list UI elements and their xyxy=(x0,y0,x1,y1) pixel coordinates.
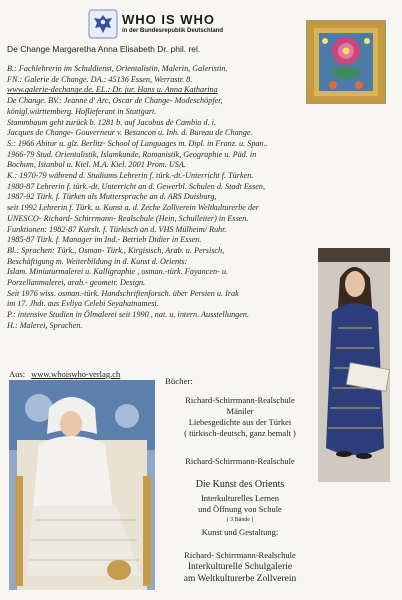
book-subtitle: Interkulturelles Lernen xyxy=(200,493,280,503)
bio-line: 1985-87 Türk. f. Manager im Ind.- Betrieb Didier in Essen. xyxy=(7,235,202,245)
seated-portrait-photo xyxy=(9,380,155,590)
brand-block xyxy=(122,12,223,34)
bio-line: 1987-92 Türk. f. Türken als Muttersprache an d. ARS Duisburg, xyxy=(7,192,217,202)
bio-line: im 17. Jhdt. aus Evliya Celebi Seyahatnamesi. xyxy=(7,299,159,309)
bio-line: Islam. Miniaturmalerei u. Kalligraphie , osman.-türk. Fayancen- u. xyxy=(7,267,228,277)
book-subtitle: Liebesgedichte aus der Türkei xyxy=(188,417,292,427)
book-publisher: Richard-Schirrmann-Realschule xyxy=(185,456,295,466)
bio-line: Porzellanmalerei, arab.- geometr. Design. xyxy=(7,278,146,288)
book-subtitle: und Öffnung von Schule xyxy=(198,504,282,514)
source-label: Aus: xyxy=(9,369,26,379)
bio-line: Bl.: Sprachen: Türk., Osman- Türk., Kirgisisch, Arab. u. Persisch, xyxy=(7,245,225,255)
bio-line: De Change. BV.: Jeanne d' Arc, Oscar de Change- Modeschöpfer, xyxy=(7,96,223,106)
book-title: Die Kunst des Orients xyxy=(195,479,285,490)
art-heading: Kunst und Gestaltung: xyxy=(201,527,279,537)
bio-line: 1980-87 Lehrerin f. türk.-dt. Unterricht an d. Gewerbl. Schulen d. Stadt Essen, xyxy=(7,181,266,191)
person-name: De Change Margaretha Anna Elisabeth Dr. phil. rel. xyxy=(7,44,201,54)
book-note: ( 3 Bände ) xyxy=(226,517,254,523)
bio-line: B.: Fachlehrerin im Schuldienst, Orientalistin, Malerin, Galeristin. xyxy=(7,64,228,73)
bio-line: UNESCO- Richard- Schirrmann- Realschule (Hein, Schulleiter) in Essen. xyxy=(7,213,249,223)
portrait-photo-right xyxy=(318,248,390,482)
bio-line: seit 1992 Lehrerin f. Türk. u. Kunst a. d. Zeche Zollverein Weltkulturerbe der xyxy=(7,203,259,213)
book-note: ( türkisch-deutsch, ganz bemalt ) xyxy=(184,428,296,438)
bio-line: Bochum, Istanbul u. Kiel. M.A. Kiel. 2001 Prom. USA. xyxy=(7,160,186,170)
bio-line: Seit 1976 wiss. osman.-türk. Handschriftenforsch. über Persien u. Irak xyxy=(7,288,239,298)
brand-title: WHO IS WHO xyxy=(122,12,216,27)
art-publisher: Richard- Schirrmann-Realschule xyxy=(184,550,296,560)
bio-line: Jacques de Change- Gouverneur v. Besancon u. Inh. d. Bureau de Change. xyxy=(7,128,253,138)
bio-line: Beschäftigung m. Weiterbildung in d. Kunst d. Orients: xyxy=(7,256,188,266)
bio-line: 1966-79 Stud. Orientalistik, Islamkunde, Romanistik, Geographie u. Päd. in xyxy=(7,149,257,159)
source-line xyxy=(9,369,120,379)
publisher-link[interactable]: www.whoiswho-verlag.ch xyxy=(31,369,121,379)
art-subtitle: am Weltkulturerbe Zollverein xyxy=(183,574,297,584)
books-heading: Bücher: xyxy=(165,376,193,386)
bio-line-website[interactable] xyxy=(7,85,342,96)
art-title: Interkulturelle Schulgalerie xyxy=(187,562,293,572)
eagle-crest-logo xyxy=(88,9,118,39)
bio-line: K.: 1970-79 während d. Studiums Lehrerin f. türk.-dt.-Unterricht f. Türken. xyxy=(7,171,254,181)
brand-subtitle: in der Bundesrepublik Deutschland xyxy=(122,28,224,34)
website-link[interactable]: www.galerie-dechange.de. EL.: Dr. jur. Hans u. Anna Katharina xyxy=(7,85,218,95)
biography-text xyxy=(7,64,342,332)
book-publisher: Richard-Schirrmann-Realschule xyxy=(185,395,295,405)
book-title: Mäniler xyxy=(226,406,254,416)
bio-line: Stammbaum geht zurück b. 1281 b. auf Jacobus de Cambio d. i. xyxy=(7,117,216,127)
bio-line: P.: intensive Studien in Ölmalerei seit 1990 , nat. u. intern. Ausstellungen. xyxy=(7,310,250,320)
bio-line: FN.: Galerie de Change. DA.: 45136 Essen, Werrastr. 8. xyxy=(7,74,193,84)
bio-line: H.: Malerei, Sprachen. xyxy=(7,320,83,330)
bio-line: Funktionen: 1982-87 Kurslt. f. Türkisch an d. VHS Mülheim/ Ruhr. xyxy=(7,224,227,234)
bio-line: S.: 1966 Abitur u. glz. Berlitz- School of Languages m. Dipl. in Franz. u. Span.. xyxy=(7,138,268,148)
bio-line: königl.württemberg. Hoflieferant in Stuttgart. xyxy=(7,106,157,116)
